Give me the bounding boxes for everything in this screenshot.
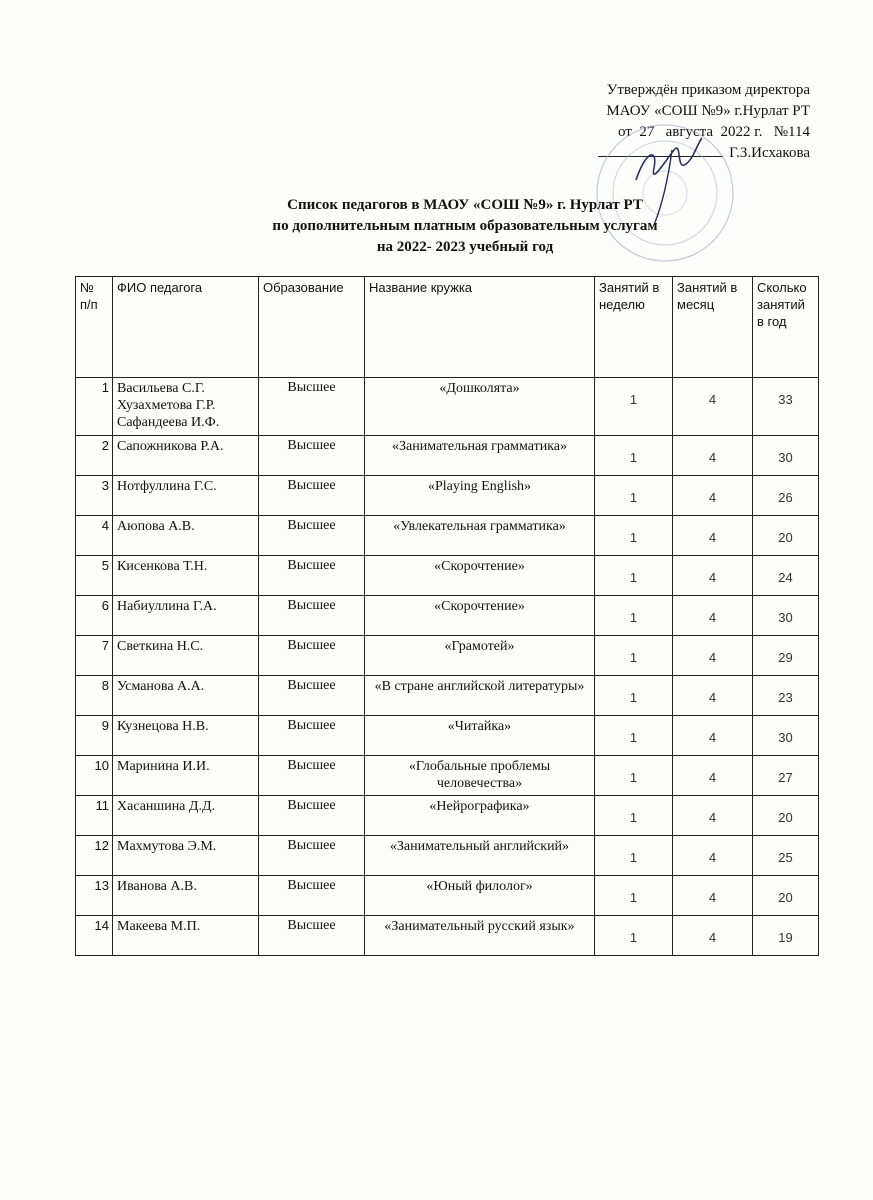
header-per-year: Сколько занятий в год [753, 277, 819, 378]
cell-per-week: 1 [595, 596, 673, 636]
table-row [76, 916, 819, 956]
cell-name: Аюпова А.В. [113, 516, 259, 556]
cell-per-month: 4 [673, 596, 753, 636]
cell-per-month: 4 [673, 436, 753, 476]
cell-name: Кисенкова Т.Н. [113, 556, 259, 596]
table-row [76, 676, 819, 716]
header-per-week: Занятий в неделю [595, 277, 673, 378]
header-name: ФИО педагога [113, 277, 259, 378]
cell-club: «Нейрографика» [365, 796, 595, 836]
cell-edu: Высшее [259, 676, 365, 716]
cell-per-month: 4 [673, 716, 753, 756]
cell-per-week: 1 [595, 476, 673, 516]
table-row [76, 596, 819, 636]
cell-num: 2 [76, 436, 113, 476]
table-row [76, 716, 819, 756]
approval-line-2: МАОУ «СОШ №9» г.Нурлат РТ [606, 103, 810, 119]
cell-per-week: 1 [595, 796, 673, 836]
cell-club: «Скорочтение» [365, 596, 595, 636]
cell-edu: Высшее [259, 916, 365, 956]
table-row [76, 476, 819, 516]
document-title [215, 195, 715, 258]
cell-per-week: 1 [595, 676, 673, 716]
cell-club: «Грамотей» [365, 636, 595, 676]
cell-club: «Увлекательная грамматика» [365, 516, 595, 556]
table-row [76, 378, 819, 436]
table-row [76, 876, 819, 916]
cell-per-month: 4 [673, 516, 753, 556]
cell-name: Иванова А.В. [113, 876, 259, 916]
cell-name: Набиуллина Г.А. [113, 596, 259, 636]
cell-per-year: 26 [753, 476, 819, 516]
table-row [76, 796, 819, 836]
cell-per-year: 24 [753, 556, 819, 596]
cell-per-week: 1 [595, 716, 673, 756]
cell-club: «Читайка» [365, 716, 595, 756]
cell-edu: Высшее [259, 756, 365, 796]
cell-club: «Глобальные проблемы человечества» [365, 756, 595, 796]
cell-num: 3 [76, 476, 113, 516]
cell-edu: Высшее [259, 556, 365, 596]
table-row [76, 636, 819, 676]
cell-per-month: 4 [673, 916, 753, 956]
cell-num: 14 [76, 916, 113, 956]
cell-name: Махмутова Э.М. [113, 836, 259, 876]
cell-edu: Высшее [259, 836, 365, 876]
cell-num: 6 [76, 596, 113, 636]
cell-per-week: 1 [595, 556, 673, 596]
cell-club: «Занимательный английский» [365, 836, 595, 876]
cell-club: «Юный филолог» [365, 876, 595, 916]
cell-per-week: 1 [595, 378, 673, 436]
cell-num: 10 [76, 756, 113, 796]
cell-per-week: 1 [595, 836, 673, 876]
cell-per-month: 4 [673, 796, 753, 836]
cell-per-month: 4 [673, 378, 753, 436]
table-row [76, 436, 819, 476]
table-row [76, 756, 819, 796]
cell-num: 11 [76, 796, 113, 836]
approval-line-3: от 27 августа 2022 г. №114 [617, 124, 810, 140]
cell-per-year: 25 [753, 836, 819, 876]
cell-club: «Дошколята» [365, 378, 595, 436]
cell-club: «В стране английской литературы» [365, 676, 595, 716]
director-name: Г.З.Исхакова [729, 145, 810, 161]
cell-num: 13 [76, 876, 113, 916]
cell-edu: Высшее [259, 716, 365, 756]
cell-per-week: 1 [595, 756, 673, 796]
title-line-3: на 2022- 2023 учебный год [376, 239, 554, 255]
cell-per-week: 1 [595, 916, 673, 956]
cell-per-week: 1 [595, 516, 673, 556]
cell-per-month: 4 [673, 636, 753, 676]
table-header-row [76, 277, 819, 378]
cell-name: Макеева М.П. [113, 916, 259, 956]
table-row [76, 836, 819, 876]
cell-edu: Высшее [259, 378, 365, 436]
cell-num: 9 [76, 716, 113, 756]
cell-per-month: 4 [673, 836, 753, 876]
cell-num: 4 [76, 516, 113, 556]
cell-per-year: 23 [753, 676, 819, 716]
cell-name: Усманова А.А. [113, 676, 259, 716]
cell-edu: Высшее [259, 476, 365, 516]
cell-club: «Скорочтение» [365, 556, 595, 596]
cell-name: Нотфуллина Г.С. [113, 476, 259, 516]
cell-per-month: 4 [673, 556, 753, 596]
cell-per-week: 1 [595, 876, 673, 916]
header-per-month: Занятий в месяц [673, 277, 753, 378]
cell-edu: Высшее [259, 516, 365, 556]
cell-num: 8 [76, 676, 113, 716]
cell-num: 7 [76, 636, 113, 676]
cell-num: 12 [76, 836, 113, 876]
cell-club: «Занимательная грамматика» [365, 436, 595, 476]
cell-per-month: 4 [673, 756, 753, 796]
table-row [76, 556, 819, 596]
cell-per-year: 27 [753, 756, 819, 796]
cell-per-month: 4 [673, 476, 753, 516]
title-line-2: по дополнительным платным образовательным услугам [272, 218, 658, 234]
cell-per-year: 30 [753, 436, 819, 476]
cell-per-week: 1 [595, 636, 673, 676]
cell-per-year: 20 [753, 876, 819, 916]
cell-per-month: 4 [673, 676, 753, 716]
cell-edu: Высшее [259, 876, 365, 916]
cell-club: «Занимательный русский язык» [365, 916, 595, 956]
header-club: Название кружка [365, 277, 595, 378]
cell-per-year: 30 [753, 596, 819, 636]
cell-num: 1 [76, 378, 113, 436]
cell-name: Светкина Н.С. [113, 636, 259, 676]
cell-per-year: 30 [753, 716, 819, 756]
cell-edu: Высшее [259, 636, 365, 676]
cell-name: Хасаншина Д.Д. [113, 796, 259, 836]
cell-edu: Высшее [259, 436, 365, 476]
header-num: № п/п [76, 277, 113, 378]
cell-per-year: 20 [753, 796, 819, 836]
title-line-1: Список педагогов в МАОУ «СОШ №9» г. Нурлат РТ [287, 197, 643, 213]
table-row [76, 516, 819, 556]
cell-per-year: 29 [753, 636, 819, 676]
cell-name: Васильева С.Г. Хузахметова Г.Р. Сафандеева И.Ф. [113, 378, 259, 436]
cell-name: Маринина И.И. [113, 756, 259, 796]
header-edu: Образование [259, 277, 365, 378]
cell-edu: Высшее [259, 596, 365, 636]
cell-per-month: 4 [673, 876, 753, 916]
approval-line-1: Утверждён приказом директора [606, 82, 810, 98]
cell-edu: Высшее [259, 796, 365, 836]
cell-per-week: 1 [595, 436, 673, 476]
cell-club: «Playing English» [365, 476, 595, 516]
cell-per-year: 20 [753, 516, 819, 556]
cell-num: 5 [76, 556, 113, 596]
cell-name: Сапожникова Р.А. [113, 436, 259, 476]
cell-name: Кузнецова Н.В. [113, 716, 259, 756]
cell-per-year: 33 [753, 378, 819, 436]
teachers-table [75, 276, 819, 956]
cell-per-year: 19 [753, 916, 819, 956]
